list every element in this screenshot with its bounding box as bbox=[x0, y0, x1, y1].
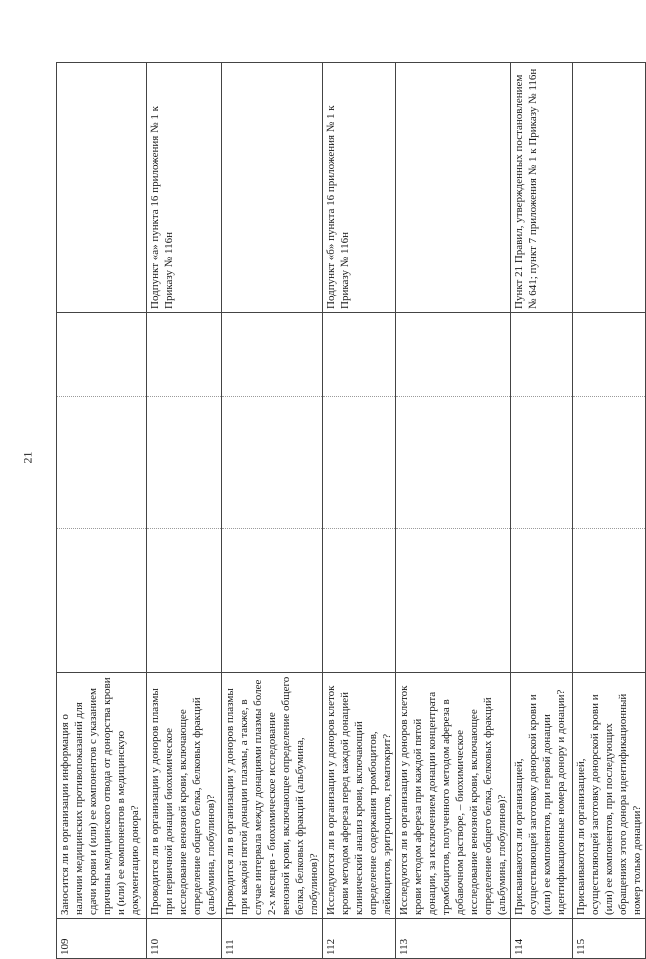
empty-cell bbox=[396, 397, 511, 529]
table-row bbox=[396, 63, 511, 959]
page-number: 21 bbox=[20, 451, 35, 464]
empty-cell bbox=[573, 529, 646, 673]
empty-cell bbox=[573, 397, 646, 529]
empty-cell bbox=[511, 397, 573, 529]
question-cell: Присваиваются ли организацией, осуществляющей заготовку донорской крови и (или) ее компонентов, при первой донации идентификационные номера донору и донации? bbox=[511, 673, 573, 919]
table-row bbox=[147, 63, 222, 959]
question-cell: Заносится ли в организации информация о наличии медицинских противопоказаний для сдачи крови и (или) ее компонентов с указанием причины медицинского отвода от донорства крови и (или) ее компонентов в медицинскую документацию донора? bbox=[57, 673, 147, 919]
empty-cell bbox=[147, 313, 222, 397]
reference-cell bbox=[222, 63, 323, 313]
row-number: 115 bbox=[573, 919, 646, 959]
empty-cell bbox=[396, 313, 511, 397]
table-row bbox=[573, 63, 646, 959]
checklist-table-wrapper bbox=[56, 63, 643, 959]
reference-cell: Подпункт «а» пункта 16 приложения № 1 к Приказу № 116н bbox=[147, 63, 222, 313]
empty-cell bbox=[323, 529, 396, 673]
empty-cell bbox=[222, 529, 323, 673]
empty-cell bbox=[147, 397, 222, 529]
empty-cell bbox=[323, 313, 396, 397]
question-cell: Проводится ли в организации у доноров плазмы при каждой пятой донации плазмы, а также, в случае интервала между донациями плазмы более 2-х месяцев - биохимическое исследование венозной крови, включающее определение общего белка, белковых фракций (альбумина, глобулинов)? bbox=[222, 673, 323, 919]
empty-cell bbox=[147, 529, 222, 673]
reference-cell: Пункт 21 Правил, утвержденных постановлением № 641; пункт 7 приложения № 1 к Приказу № 116н bbox=[511, 63, 573, 313]
empty-cell bbox=[573, 313, 646, 397]
table-row bbox=[511, 63, 573, 959]
row-number: 109 bbox=[57, 919, 147, 959]
empty-cell bbox=[57, 397, 147, 529]
empty-cell bbox=[323, 397, 396, 529]
reference-cell bbox=[396, 63, 511, 313]
empty-cell bbox=[396, 529, 511, 673]
row-number: 113 bbox=[396, 919, 511, 959]
row-number: 112 bbox=[323, 919, 396, 959]
question-cell: Исследуются ли в организации у доноров клеток крови методом афереза перед каждой донацией клинический анализ крови, включающий определение содержания тромбоцитов, лейкоцитов, эритроцитов, гематокрит? bbox=[323, 673, 396, 919]
reference-cell bbox=[573, 63, 646, 313]
question-cell: Присваиваются ли организацией, осуществляющей заготовку донорской крови и (или) ее компонентов, при последующих обращениях этого донора идентификационный номер только донации? bbox=[573, 673, 646, 919]
reference-cell bbox=[57, 63, 147, 313]
empty-cell bbox=[222, 313, 323, 397]
row-number: 114 bbox=[511, 919, 573, 959]
reference-cell: Подпункт «б» пункта 16 приложения № 1 к Приказу № 116н bbox=[323, 63, 396, 313]
table-row bbox=[323, 63, 396, 959]
empty-cell bbox=[511, 313, 573, 397]
empty-cell bbox=[511, 529, 573, 673]
table-row bbox=[222, 63, 323, 959]
row-number: 110 bbox=[147, 919, 222, 959]
question-cell: Исследуются ли в организации у доноров клеток крови методом афереза при каждой пятой донации, за исключением донации концентрата тромбоцитов, полученного методом афереза в добавочном растворе, – биохимическое исследование венозной крови, включающее определение общего белка, белковых фракций (альбумина, глобулинов)? bbox=[396, 673, 511, 919]
empty-cell bbox=[57, 313, 147, 397]
question-cell: Проводится ли в организации у доноров плазмы при первичной донации биохимическое исследование венозной крови, включающее определение общего белка, белковых фракций (альбумина, глобулинов)? bbox=[147, 673, 222, 919]
empty-cell bbox=[222, 397, 323, 529]
checklist-table bbox=[56, 62, 646, 959]
empty-cell bbox=[57, 529, 147, 673]
table-row bbox=[57, 63, 147, 959]
row-number: 111 bbox=[222, 919, 323, 959]
